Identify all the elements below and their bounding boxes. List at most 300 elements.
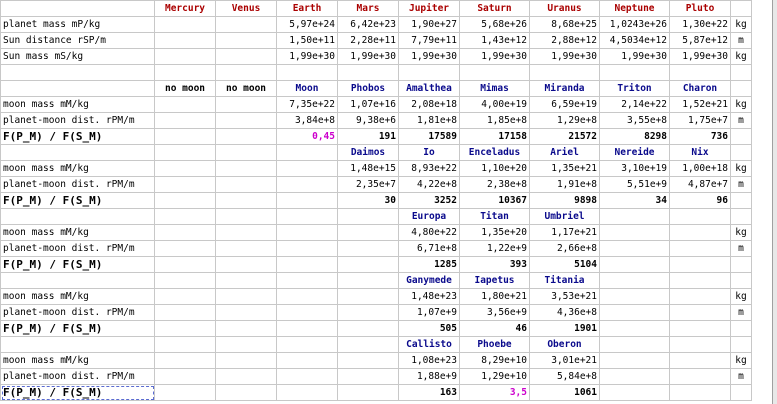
- table-row: [1, 385, 752, 401]
- table-cell[interactable]: [155, 337, 216, 353]
- table-cell[interactable]: 4,5034e+12: [600, 33, 670, 49]
- table-cell[interactable]: m: [731, 33, 752, 49]
- table-cell[interactable]: [731, 257, 752, 273]
- table-cell[interactable]: 5,97e+24: [277, 17, 338, 33]
- table-cell[interactable]: 2,66e+8: [530, 241, 600, 257]
- table-cell[interactable]: 1,88e+9: [399, 369, 460, 385]
- table-cell[interactable]: 1,29e+8: [530, 113, 600, 129]
- vertical-scrollbar[interactable]: [772, 0, 777, 404]
- table-cell[interactable]: [338, 209, 399, 225]
- table-cell[interactable]: 1,99e+30: [399, 49, 460, 65]
- table-cell[interactable]: 6,42e+23: [338, 17, 399, 33]
- table-cell[interactable]: [155, 113, 216, 129]
- table-cell[interactable]: Moon: [277, 81, 338, 97]
- table-cell[interactable]: Ariel: [530, 145, 600, 161]
- table-cell[interactable]: 6,71e+8: [399, 241, 460, 257]
- table-cell[interactable]: [600, 289, 670, 305]
- table-cell[interactable]: Nereide: [600, 145, 670, 161]
- table-cell[interactable]: 1,99e+30: [670, 49, 731, 65]
- table-row: [1, 17, 752, 33]
- table-cell[interactable]: [731, 337, 752, 353]
- table-cell[interactable]: [155, 241, 216, 257]
- table-cell[interactable]: [155, 209, 216, 225]
- table-cell[interactable]: [216, 33, 277, 49]
- table-cell[interactable]: [670, 65, 731, 81]
- table-cell[interactable]: [670, 385, 731, 401]
- table-cell[interactable]: [216, 305, 277, 321]
- table-cell[interactable]: [216, 129, 277, 145]
- table-cell[interactable]: [600, 305, 670, 321]
- table-cell[interactable]: [277, 241, 338, 257]
- table-cell[interactable]: 5,68e+26: [460, 17, 530, 33]
- table-cell[interactable]: 1285: [399, 257, 460, 273]
- table-cell[interactable]: 6,59e+19: [530, 97, 600, 113]
- table-cell[interactable]: 3252: [399, 193, 460, 209]
- table-cell[interactable]: [731, 321, 752, 337]
- table-cell[interactable]: [155, 369, 216, 385]
- table-cell[interactable]: [155, 321, 216, 337]
- table-cell[interactable]: [216, 49, 277, 65]
- table-cell[interactable]: moon mass mM/kg: [1, 161, 155, 177]
- table-cell[interactable]: [277, 337, 338, 353]
- table-row: [1, 97, 752, 113]
- table-row: [1, 161, 752, 177]
- table-row: [1, 289, 752, 305]
- table-cell[interactable]: 9,38e+6: [338, 113, 399, 129]
- table-cell[interactable]: [216, 273, 277, 289]
- table-cell[interactable]: [277, 257, 338, 273]
- table-cell[interactable]: F(P_M) / F(S_M): [1, 257, 155, 273]
- table-cell[interactable]: F(P_M) / F(S_M): [1, 129, 155, 145]
- table-cell[interactable]: 393: [460, 257, 530, 273]
- table-cell[interactable]: 1901: [530, 321, 600, 337]
- table-cell[interactable]: [155, 177, 216, 193]
- table-cell[interactable]: kg: [731, 97, 752, 113]
- table-cell[interactable]: 21572: [530, 129, 600, 145]
- table-row: [1, 113, 752, 129]
- table-cell[interactable]: [600, 209, 670, 225]
- table-cell[interactable]: 1,07e+16: [338, 97, 399, 113]
- table-cell[interactable]: kg: [731, 353, 752, 369]
- table-cell[interactable]: 1,35e+21: [530, 161, 600, 177]
- table-cell[interactable]: [1, 145, 155, 161]
- table-cell[interactable]: 3,5: [460, 385, 530, 401]
- table-cell[interactable]: Phobos: [338, 81, 399, 97]
- table-row: [1, 33, 752, 49]
- table-cell[interactable]: [155, 145, 216, 161]
- table-cell[interactable]: [216, 17, 277, 33]
- table-cell[interactable]: 2,35e+7: [338, 177, 399, 193]
- planet-header-cell[interactable]: Neptune: [600, 1, 670, 17]
- table-cell[interactable]: [600, 257, 670, 273]
- table-cell[interactable]: [338, 289, 399, 305]
- table-cell[interactable]: [670, 337, 731, 353]
- table-cell[interactable]: [338, 385, 399, 401]
- table-cell[interactable]: [155, 385, 216, 401]
- table-cell[interactable]: 46: [460, 321, 530, 337]
- table-cell[interactable]: 10367: [460, 193, 530, 209]
- table-cell[interactable]: 1,99e+30: [277, 49, 338, 65]
- table-cell[interactable]: [338, 225, 399, 241]
- table-cell[interactable]: [731, 145, 752, 161]
- table-cell[interactable]: [338, 257, 399, 273]
- table-cell[interactable]: 3,10e+19: [600, 161, 670, 177]
- table-cell[interactable]: [216, 65, 277, 81]
- table-cell[interactable]: [155, 129, 216, 145]
- table-cell[interactable]: planet-moon dist. rPM/m: [1, 369, 155, 385]
- table-row: [1, 369, 752, 385]
- table-cell[interactable]: planet-moon dist. rPM/m: [1, 241, 155, 257]
- table-cell[interactable]: [277, 353, 338, 369]
- table-cell[interactable]: [155, 289, 216, 305]
- table-cell[interactable]: 3,53e+21: [530, 289, 600, 305]
- table-cell[interactable]: 17589: [399, 129, 460, 145]
- table-cell[interactable]: 9898: [530, 193, 600, 209]
- table-cell[interactable]: [155, 33, 216, 49]
- table-cell[interactable]: kg: [731, 289, 752, 305]
- table-cell[interactable]: planet mass mP/kg: [1, 17, 155, 33]
- table-cell[interactable]: [216, 209, 277, 225]
- table-cell[interactable]: 1,48e+23: [399, 289, 460, 305]
- table-cell[interactable]: 3,84e+8: [277, 113, 338, 129]
- table-cell[interactable]: Umbriel: [530, 209, 600, 225]
- table-cell[interactable]: 17158: [460, 129, 530, 145]
- table-cell[interactable]: [277, 225, 338, 241]
- table-cell[interactable]: F(P_M) / F(S_M): [1, 193, 155, 209]
- table-cell[interactable]: 5,51e+9: [600, 177, 670, 193]
- table-cell[interactable]: m: [731, 113, 752, 129]
- table-row: [1, 337, 752, 353]
- table-cell[interactable]: [731, 81, 752, 97]
- planet-header-cell[interactable]: Uranus: [530, 1, 600, 17]
- table-cell[interactable]: Sun mass mS/kg: [1, 49, 155, 65]
- table-cell[interactable]: [670, 289, 731, 305]
- table-cell[interactable]: [1, 81, 155, 97]
- table-cell[interactable]: [216, 289, 277, 305]
- table-cell[interactable]: 4,87e+7: [670, 177, 731, 193]
- planet-header-cell[interactable]: Earth: [277, 1, 338, 17]
- table-cell[interactable]: 1,80e+21: [460, 289, 530, 305]
- table-cell[interactable]: Amalthea: [399, 81, 460, 97]
- table-cell[interactable]: [600, 337, 670, 353]
- table-row: [1, 49, 752, 65]
- table-cell[interactable]: 1,35e+20: [460, 225, 530, 241]
- table-cell[interactable]: 1,99e+30: [338, 49, 399, 65]
- table-cell[interactable]: moon mass mM/kg: [1, 225, 155, 241]
- table-row: [1, 225, 752, 241]
- table-cell[interactable]: [277, 161, 338, 177]
- table-cell[interactable]: 1,81e+8: [399, 113, 460, 129]
- table-cell[interactable]: [216, 369, 277, 385]
- table-cell[interactable]: 1,52e+21: [670, 97, 731, 113]
- table-cell[interactable]: [338, 65, 399, 81]
- table-cell[interactable]: no moon: [155, 81, 216, 97]
- table-cell[interactable]: 1,99e+30: [530, 49, 600, 65]
- table-cell[interactable]: kg: [731, 225, 752, 241]
- table-cell[interactable]: Ganymede: [399, 273, 460, 289]
- table-cell[interactable]: Oberon: [530, 337, 600, 353]
- table-cell[interactable]: [338, 353, 399, 369]
- table-cell[interactable]: [216, 385, 277, 401]
- table-cell[interactable]: [338, 273, 399, 289]
- table-cell[interactable]: [600, 241, 670, 257]
- table-cell[interactable]: [277, 193, 338, 209]
- table-cell[interactable]: Europa: [399, 209, 460, 225]
- table-cell[interactable]: [600, 369, 670, 385]
- planet-header-cell[interactable]: Saturn: [460, 1, 530, 17]
- table-cell[interactable]: 3,55e+8: [600, 113, 670, 129]
- table-cell[interactable]: [338, 369, 399, 385]
- table-cell[interactable]: moon mass mM/kg: [1, 353, 155, 369]
- table-cell[interactable]: [216, 161, 277, 177]
- table-cell[interactable]: [731, 273, 752, 289]
- table-cell[interactable]: [670, 273, 731, 289]
- table-cell[interactable]: [731, 65, 752, 81]
- table-cell[interactable]: 1,00e+18: [670, 161, 731, 177]
- table-cell[interactable]: 191: [338, 129, 399, 145]
- table-cell[interactable]: [155, 161, 216, 177]
- planet-header-cell[interactable]: Pluto: [670, 1, 731, 17]
- table-cell[interactable]: [277, 209, 338, 225]
- table-cell[interactable]: [155, 17, 216, 33]
- table-cell[interactable]: [600, 385, 670, 401]
- table-cell[interactable]: [338, 241, 399, 257]
- table-cell[interactable]: Nix: [670, 145, 731, 161]
- table-cell[interactable]: [155, 49, 216, 65]
- planet-header-cell[interactable]: [731, 1, 752, 17]
- table-cell[interactable]: [277, 289, 338, 305]
- table-cell[interactable]: [731, 193, 752, 209]
- table-cell[interactable]: [731, 385, 752, 401]
- table-cell[interactable]: Callisto: [399, 337, 460, 353]
- table-cell[interactable]: [155, 273, 216, 289]
- table-cell[interactable]: 1,29e+10: [460, 369, 530, 385]
- table-row: [1, 65, 752, 81]
- table-cell[interactable]: 1,22e+9: [460, 241, 530, 257]
- planet-header-cell[interactable]: Mercury: [155, 1, 216, 17]
- table-cell[interactable]: [155, 193, 216, 209]
- table-cell[interactable]: [338, 321, 399, 337]
- table-cell[interactable]: [1, 209, 155, 225]
- table-cell[interactable]: Sun distance rSP/m: [1, 33, 155, 49]
- table-cell[interactable]: 1,91e+8: [530, 177, 600, 193]
- table-row: [1, 209, 752, 225]
- table-cell[interactable]: 30: [338, 193, 399, 209]
- table-cell[interactable]: m: [731, 241, 752, 257]
- table-row: [1, 193, 752, 209]
- table-cell[interactable]: [216, 321, 277, 337]
- table-cell[interactable]: [600, 353, 670, 369]
- table-cell[interactable]: [670, 225, 731, 241]
- table-cell[interactable]: m: [731, 369, 752, 385]
- table-cell[interactable]: 1,10e+20: [460, 161, 530, 177]
- table-cell[interactable]: [277, 65, 338, 81]
- table-cell[interactable]: kg: [731, 49, 752, 65]
- table-cell[interactable]: [670, 353, 731, 369]
- table-cell[interactable]: 2,88e+12: [530, 33, 600, 49]
- table-cell[interactable]: 1,43e+12: [460, 33, 530, 49]
- table-cell[interactable]: [277, 369, 338, 385]
- table-cell[interactable]: m: [731, 177, 752, 193]
- table-cell[interactable]: Charon: [670, 81, 731, 97]
- table-cell[interactable]: moon mass mM/kg: [1, 97, 155, 113]
- table-cell[interactable]: [277, 273, 338, 289]
- table-row: [1, 321, 752, 337]
- table-cell[interactable]: [530, 65, 600, 81]
- table-cell[interactable]: 2,38e+8: [460, 177, 530, 193]
- table-cell[interactable]: [216, 337, 277, 353]
- table-cell[interactable]: F(P_M) / F(S_M): [1, 385, 155, 401]
- planet-header-cell[interactable]: Mars: [338, 1, 399, 17]
- table-cell[interactable]: Miranda: [530, 81, 600, 97]
- table-cell[interactable]: [216, 193, 277, 209]
- table-cell[interactable]: 1,07e+9: [399, 305, 460, 321]
- table-cell[interactable]: 1061: [530, 385, 600, 401]
- table-cell[interactable]: [670, 257, 731, 273]
- table-cell[interactable]: [1, 65, 155, 81]
- table-cell[interactable]: 8,68e+25: [530, 17, 600, 33]
- table-cell[interactable]: [1, 337, 155, 353]
- table-cell[interactable]: 4,36e+8: [530, 305, 600, 321]
- table-cell[interactable]: [216, 113, 277, 129]
- table-cell[interactable]: kg: [731, 17, 752, 33]
- table-cell[interactable]: [216, 225, 277, 241]
- table-cell[interactable]: [216, 97, 277, 113]
- table-cell[interactable]: 5,84e+8: [530, 369, 600, 385]
- table-cell[interactable]: Mimas: [460, 81, 530, 97]
- table-cell[interactable]: [600, 225, 670, 241]
- table-cell[interactable]: 2,28e+11: [338, 33, 399, 49]
- table-row: [1, 129, 752, 145]
- table-cell[interactable]: 0,45: [277, 129, 338, 145]
- table-cell[interactable]: 1,75e+7: [670, 113, 731, 129]
- table-cell[interactable]: [216, 145, 277, 161]
- table-cell[interactable]: Enceladus: [460, 145, 530, 161]
- table-cell[interactable]: [155, 257, 216, 273]
- table-cell[interactable]: kg: [731, 161, 752, 177]
- table-row: [1, 273, 752, 289]
- table-cell[interactable]: planet-moon dist. rPM/m: [1, 177, 155, 193]
- table-cell[interactable]: [670, 241, 731, 257]
- table-row: [1, 305, 752, 321]
- table-cell[interactable]: 8,93e+22: [399, 161, 460, 177]
- table-cell[interactable]: [1, 273, 155, 289]
- table-cell[interactable]: 1,30e+22: [670, 17, 731, 33]
- table-cell[interactable]: 5,87e+12: [670, 33, 731, 49]
- table-cell[interactable]: moon mass mM/kg: [1, 289, 155, 305]
- table-cell[interactable]: no moon: [216, 81, 277, 97]
- table-cell[interactable]: [731, 209, 752, 225]
- table-cell[interactable]: [600, 321, 670, 337]
- table-cell[interactable]: [277, 385, 338, 401]
- table-cell[interactable]: [399, 65, 460, 81]
- table-cell[interactable]: 1,85e+8: [460, 113, 530, 129]
- table-cell[interactable]: 2,14e+22: [600, 97, 670, 113]
- table-cell[interactable]: [155, 305, 216, 321]
- table-cell[interactable]: 1,0243e+26: [600, 17, 670, 33]
- table-cell[interactable]: 505: [399, 321, 460, 337]
- table-cell[interactable]: [277, 321, 338, 337]
- table-cell[interactable]: 1,90e+27: [399, 17, 460, 33]
- table-cell[interactable]: 736: [670, 129, 731, 145]
- table-cell[interactable]: 1,99e+30: [460, 49, 530, 65]
- table-cell[interactable]: [670, 305, 731, 321]
- planet-header-cell[interactable]: [1, 1, 155, 17]
- table-cell[interactable]: 8298: [600, 129, 670, 145]
- table-cell[interactable]: [155, 97, 216, 113]
- table-cell[interactable]: planet-moon dist. rPM/m: [1, 113, 155, 129]
- table-cell[interactable]: [600, 273, 670, 289]
- table-cell[interactable]: 3,01e+21: [530, 353, 600, 369]
- table-cell[interactable]: [155, 225, 216, 241]
- table-cell[interactable]: [216, 353, 277, 369]
- table-row: [1, 353, 752, 369]
- table-cell[interactable]: [338, 305, 399, 321]
- table-cell[interactable]: 5104: [530, 257, 600, 273]
- table-cell[interactable]: Io: [399, 145, 460, 161]
- table-cell[interactable]: F(P_M) / F(S_M): [1, 321, 155, 337]
- table-cell[interactable]: 1,50e+11: [277, 33, 338, 49]
- table-row: [1, 241, 752, 257]
- table-cell[interactable]: Titania: [530, 273, 600, 289]
- table-cell[interactable]: Iapetus: [460, 273, 530, 289]
- table-cell[interactable]: Daimos: [338, 145, 399, 161]
- table-cell[interactable]: [731, 129, 752, 145]
- table-cell[interactable]: m: [731, 305, 752, 321]
- table-cell[interactable]: Titan: [460, 209, 530, 225]
- table-cell[interactable]: [460, 65, 530, 81]
- table-cell[interactable]: [155, 65, 216, 81]
- table-cell[interactable]: [277, 145, 338, 161]
- table-cell[interactable]: Phoebe: [460, 337, 530, 353]
- table-cell[interactable]: planet-moon dist. rPM/m: [1, 305, 155, 321]
- table-cell[interactable]: 96: [670, 193, 731, 209]
- table-cell[interactable]: 8,29e+10: [460, 353, 530, 369]
- table-cell[interactable]: 3,56e+9: [460, 305, 530, 321]
- table-row: [1, 257, 752, 273]
- table-cell[interactable]: 4,22e+8: [399, 177, 460, 193]
- table-cell[interactable]: 2,08e+18: [399, 97, 460, 113]
- table-cell[interactable]: [670, 321, 731, 337]
- table-row: [1, 145, 752, 161]
- table-cell[interactable]: [670, 209, 731, 225]
- table-cell[interactable]: 7,35e+22: [277, 97, 338, 113]
- table-cell[interactable]: [216, 177, 277, 193]
- planet-header-row: [1, 1, 752, 17]
- table-cell[interactable]: [338, 337, 399, 353]
- table-cell[interactable]: 1,08e+23: [399, 353, 460, 369]
- table-cell[interactable]: 7,79e+11: [399, 33, 460, 49]
- table-cell[interactable]: [216, 257, 277, 273]
- table-cell[interactable]: 1,17e+21: [530, 225, 600, 241]
- table-cell[interactable]: [216, 241, 277, 257]
- table-cell[interactable]: 1,48e+15: [338, 161, 399, 177]
- table-cell[interactable]: [277, 177, 338, 193]
- table-cell[interactable]: 4,00e+19: [460, 97, 530, 113]
- table-cell[interactable]: 1,99e+30: [600, 49, 670, 65]
- table-cell[interactable]: Triton: [600, 81, 670, 97]
- table-cell[interactable]: 4,80e+22: [399, 225, 460, 241]
- table-cell[interactable]: [155, 353, 216, 369]
- table-cell[interactable]: 163: [399, 385, 460, 401]
- table-cell[interactable]: 34: [600, 193, 670, 209]
- planet-header-cell[interactable]: Venus: [216, 1, 277, 17]
- table-row: [1, 81, 752, 97]
- table-cell[interactable]: [670, 369, 731, 385]
- table-cell[interactable]: [600, 65, 670, 81]
- table-cell[interactable]: [277, 305, 338, 321]
- planet-header-cell[interactable]: Jupiter: [399, 1, 460, 17]
